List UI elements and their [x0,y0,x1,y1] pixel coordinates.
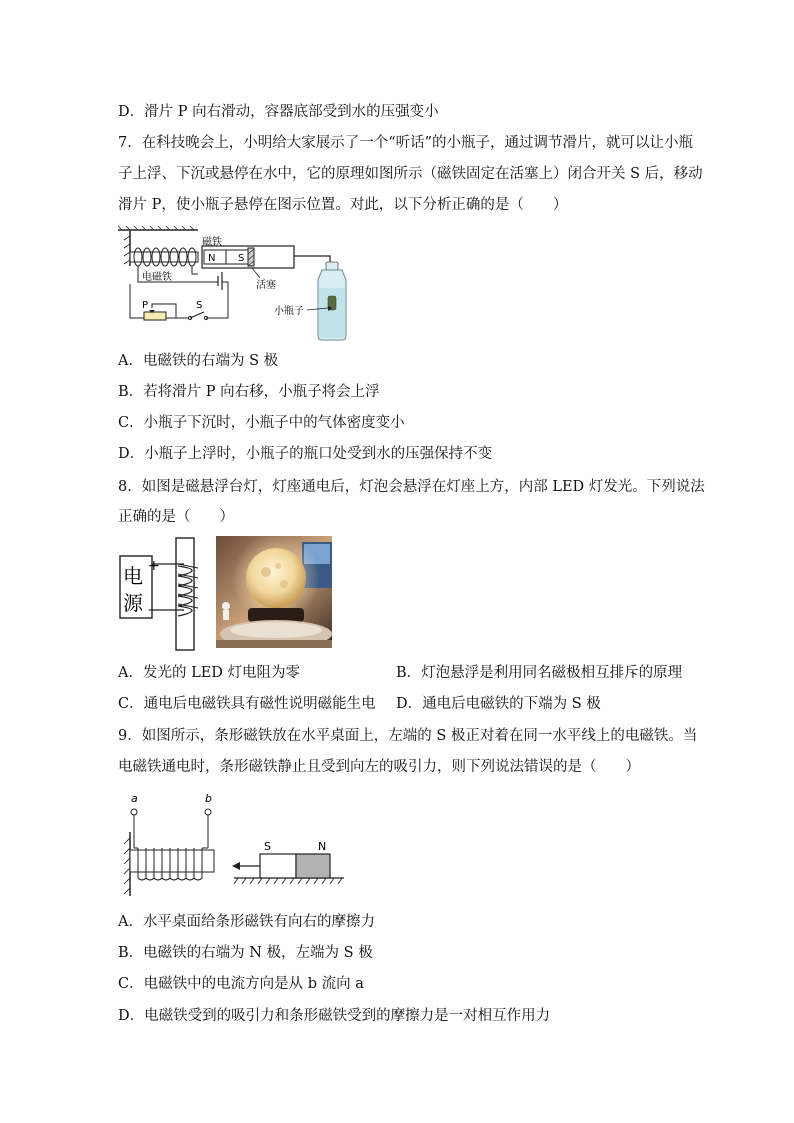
q9-label-s: S [264,840,271,853]
q8-option-a: A．发光的 LED 灯电阻为零 [118,665,301,681]
q7-option-a: A．电磁铁的右端为 S 极 [118,353,279,369]
q7-option-c: C．小瓶子下沉时，小瓶子中的气体密度变小 [118,415,405,431]
q9-stem-line-1: 9．如图所示，条形磁铁放在水平桌面上，左端的 S 极正对着在同一水平线上的电磁铁。当 [118,728,698,744]
q9-label-n: N [318,840,327,853]
q7-label-magnet: 磁铁 [202,237,222,248]
q8-label-minus: – [148,602,155,618]
maglev-moon-lamp-photo [216,536,332,648]
q9-label-a: a [131,792,138,805]
q8-option-c: C．通电后电磁铁具有磁性说明磁能生电 [118,696,376,712]
q9-electromagnet-figure [118,792,358,896]
q7-label-bottle: 小瓶子 [274,306,304,317]
q7-label-s: S [238,253,245,264]
q7-label-n: N [208,253,216,264]
q8-stem-line-1: 8．如图是磁悬浮台灯，灯座通电后，灯泡会悬浮在灯座上方，内部 LED 灯发光。下列说法 [118,479,705,495]
water-bottle-icon [318,262,346,340]
q7-stem-line-3: 滑片 P，使小瓶子悬停在图示位置。对此，以下分析正确的是（ ） [118,197,568,213]
q7-option-b: B．若将滑片 P 向右移，小瓶子将会上浮 [118,384,380,400]
q8-stem-line-2: 正确的是（ ） [118,509,234,525]
q8-label-power-2: 源 [123,591,143,615]
q7-stem-line-1: 7．在科技晚会上，小明给大家展示了一个“听话”的小瓶子，通过调节滑片，就可以让小瓶 [118,135,694,151]
q8-label-power-1: 电 [123,564,143,588]
q7-label-electromagnet: 电磁铁 [142,272,172,283]
q8-coil-figure [118,536,210,652]
q7-stem-line-2: 子上浮、下沉或悬停在水中，它的原理如图所示（磁铁固定在活塞上）闭合开关 S 后，移动 [118,166,703,182]
q8-option-d: D．通电后电磁铁的下端为 S 极 [396,696,601,712]
q9-option-b: B．电磁铁的右端为 N 极，左端为 S 极 [118,945,373,961]
q7-option-d: D．小瓶子上浮时，小瓶子的瓶口处受到水的压强保持不变 [118,446,493,462]
q7-label-switch: S [196,300,203,311]
q7-label-p: P [142,300,149,311]
q7-label-piston: 活塞 [256,280,276,291]
q7-circuit-figure [118,226,358,346]
q9-option-a: A．水平桌面给条形磁铁有向右的摩擦力 [118,914,375,930]
q9-label-b: b [205,792,212,805]
q9-option-c: C．电磁铁中的电流方向是从 b 流向 a [118,976,364,992]
q9-option-d: D．电磁铁受到的吸引力和条形磁铁受到的摩擦力是一对相互作用力 [118,1008,551,1024]
q9-stem-line-2: 电磁铁通电时，条形磁铁静止且受到向左的吸引力，则下列说法错误的是（ ） [118,759,640,775]
q6-option-d: D．滑片 P 向右滑动，容器底部受到水的压强变小 [118,104,439,120]
q8-label-plus: + [148,558,160,574]
q8-option-b: B．灯泡悬浮是利用同名磁极相互排斥的原理 [396,665,683,681]
